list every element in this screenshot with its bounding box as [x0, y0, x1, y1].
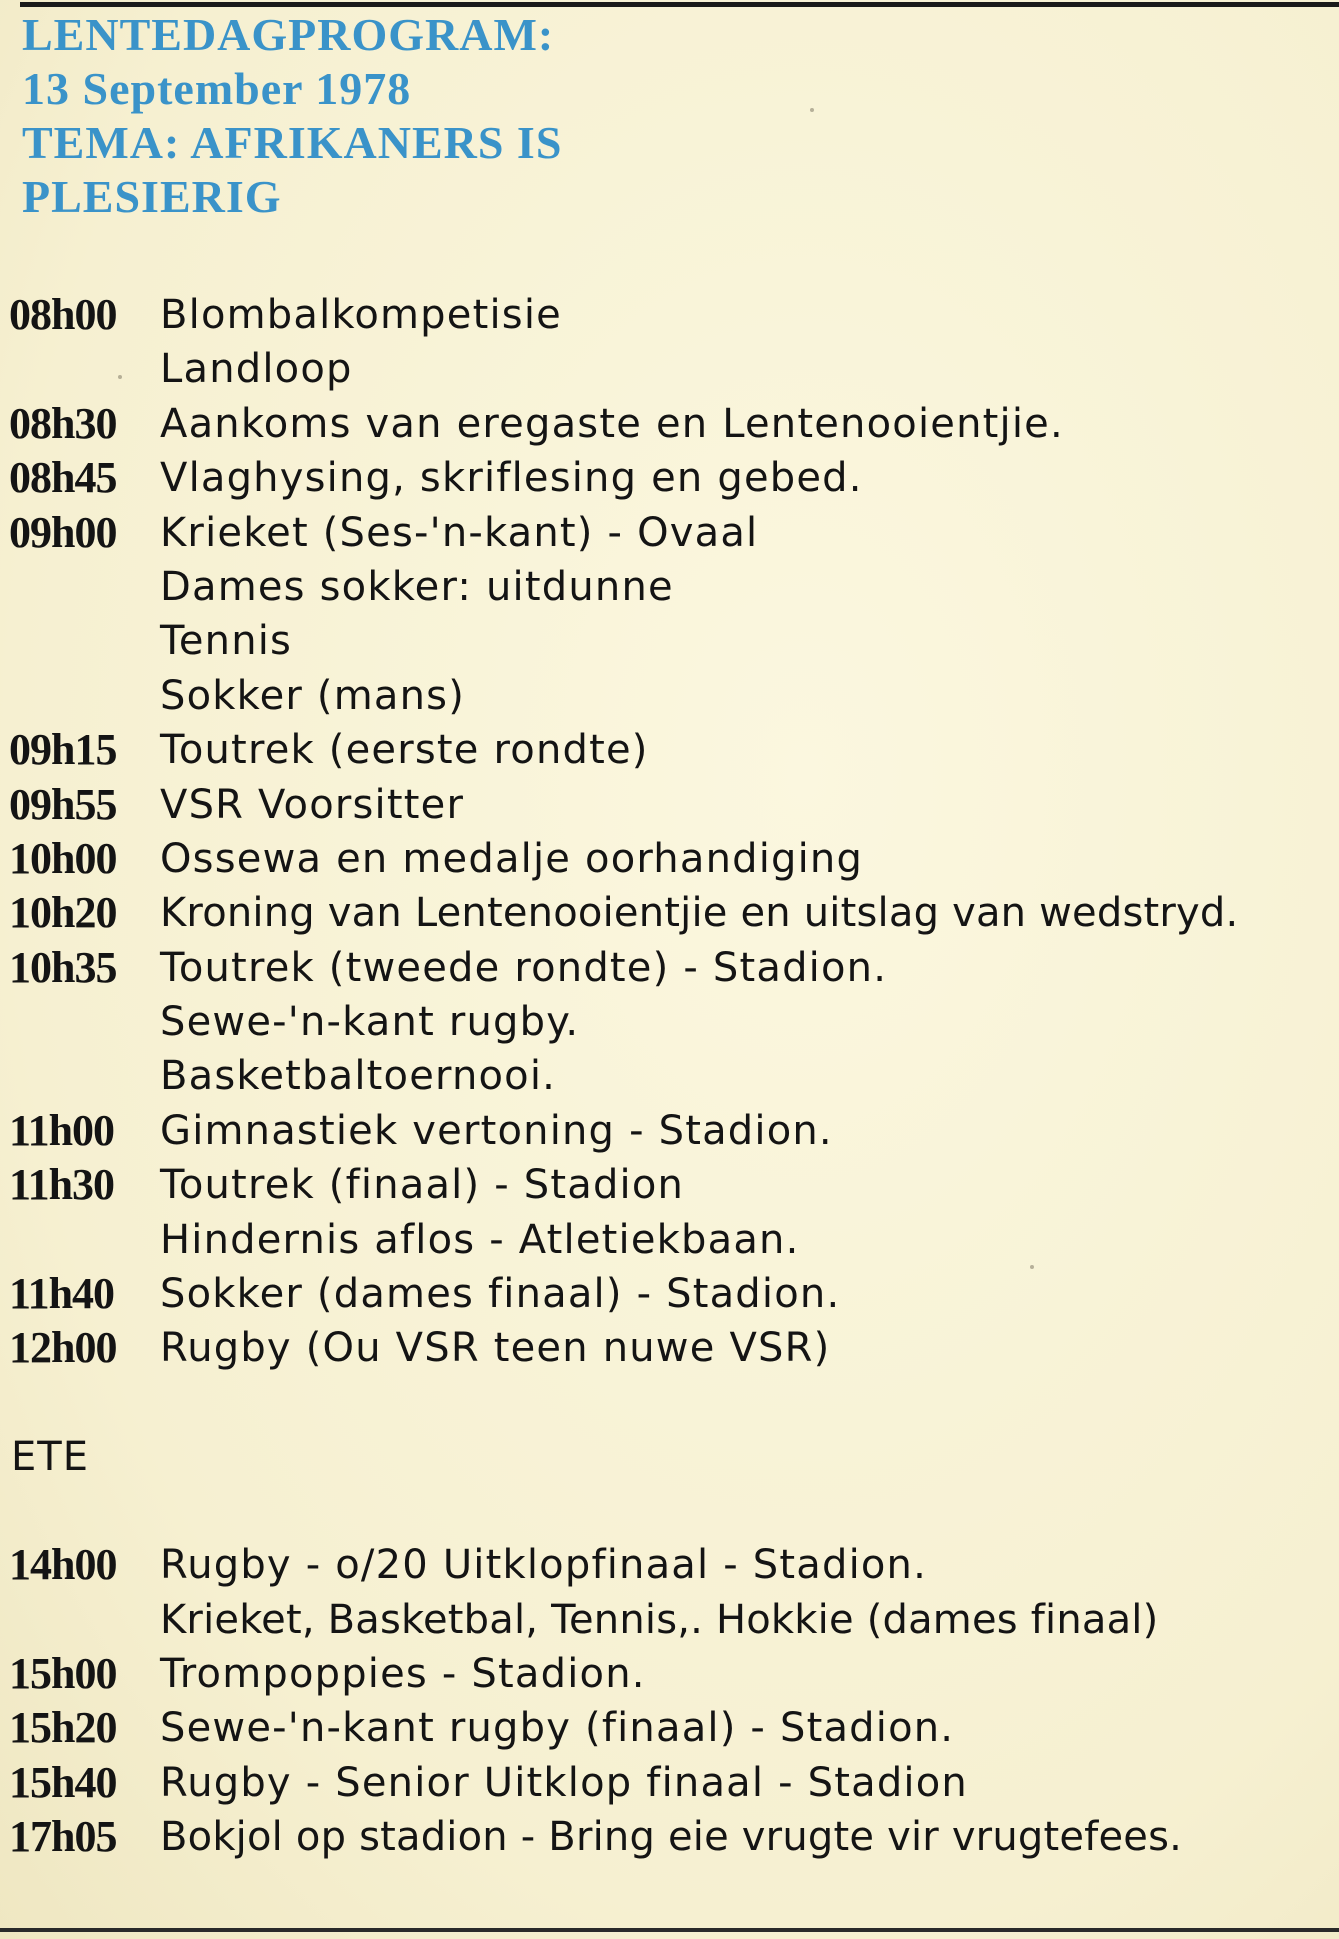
schedule-event: VSR Voorsitter — [160, 781, 465, 828]
schedule-time: 09h55 — [9, 779, 117, 829]
schedule-event: Sewe-'n-kant rugby. — [160, 999, 580, 1046]
schedule-row — [0, 451, 1339, 505]
schedule-event: Dames sokker: uitdunne — [160, 563, 674, 610]
schedule-row — [0, 1213, 1339, 1267]
schedule-event: Rugby (Ou VSR teen nuwe VSR) — [160, 1325, 831, 1372]
header-theme-continued: PLESIERIG — [22, 171, 282, 222]
paper-speck — [810, 108, 814, 112]
header-title: LENTEDAGPROGRAM: — [22, 9, 555, 60]
schedule-time: 15h00 — [9, 1648, 117, 1698]
schedule-row — [0, 288, 1339, 342]
schedule-row — [0, 1538, 1339, 1592]
schedule-row — [0, 614, 1339, 668]
schedule-row — [0, 1049, 1339, 1103]
schedule-row — [0, 778, 1339, 832]
schedule-row — [0, 995, 1339, 1049]
schedule-row — [0, 1701, 1339, 1755]
schedule-time: 09h15 — [9, 725, 117, 775]
schedule-event: Blombalkompetisie — [160, 292, 562, 338]
schedule-event: Sokker (mans) — [160, 672, 466, 719]
schedule-time: 14h00 — [9, 1540, 117, 1590]
schedule-event: Gimnastiek vertoning - Stadion. — [160, 1107, 833, 1154]
schedule-row — [0, 397, 1339, 451]
schedule-row — [0, 1593, 1339, 1647]
paper-speck — [1030, 1265, 1034, 1269]
schedule-event: Hindernis aflos - Atletiekbaan. — [160, 1216, 800, 1263]
schedule-row — [0, 941, 1339, 995]
schedule-time: 10h00 — [9, 833, 117, 883]
schedule-time: 11h40 — [9, 1269, 115, 1319]
schedule-row — [0, 1104, 1339, 1158]
schedule-event: Vlaghysing, skriflesing en gebed. — [160, 455, 863, 502]
schedule-row — [0, 1267, 1339, 1321]
schedule-time: 17h05 — [9, 1812, 117, 1862]
schedule-row — [0, 506, 1339, 560]
schedule-event: Toutrek (tweede rondte) - Stadion. — [160, 944, 888, 991]
schedule-row — [0, 886, 1339, 940]
schedule-time: 08h00 — [9, 290, 117, 339]
header-date: 13 September 1978 — [22, 63, 412, 114]
meal-break-label: ETE — [11, 1433, 89, 1480]
section-gap — [0, 1484, 1339, 1538]
schedule-event: Rugby - o/20 Uitklopfinaal - Stadion. — [160, 1542, 928, 1589]
schedule-event: Landloop — [160, 346, 353, 393]
schedule-event: Sokker (dames finaal) - Stadion. — [160, 1271, 841, 1318]
schedule-row — [0, 342, 1339, 396]
schedule-row — [0, 723, 1339, 777]
schedule-time: 15h20 — [9, 1703, 117, 1753]
schedule-event: Krieket, Basketbal, Tennis,. Hokkie (dames finaal) — [160, 1596, 1159, 1643]
paper-speck — [118, 375, 122, 379]
schedule-time: 08h30 — [9, 398, 117, 448]
schedule-time: 15h40 — [9, 1757, 117, 1807]
schedule-row — [0, 1321, 1339, 1375]
schedule-row — [0, 1810, 1339, 1864]
schedule-event: Basketbaltoernooi. — [160, 1053, 557, 1100]
schedule-event: Toutrek (finaal) - Stadion — [160, 1162, 685, 1209]
top-rule — [20, 2, 1339, 7]
schedule-row — [0, 1756, 1339, 1810]
schedule-time: 09h00 — [9, 507, 117, 557]
schedule-event: Trompoppies - Stadion. — [160, 1650, 646, 1697]
schedule-event: Ossewa en medalje oorhandiging — [160, 835, 864, 882]
schedule-event: Tennis — [160, 618, 293, 665]
section-gap — [0, 1376, 1339, 1430]
schedule-row — [0, 1647, 1339, 1701]
schedule-event: Toutrek (eerste rondte) — [160, 727, 649, 774]
schedule-row — [0, 1158, 1339, 1212]
schedule-row — [0, 832, 1339, 886]
schedule-time: 12h00 — [9, 1323, 117, 1373]
program-header — [22, 8, 562, 224]
schedule-event: Kroning van Lentenooientjie en uitslag van wedstryd. — [160, 890, 1239, 937]
schedule-time: 11h30 — [9, 1160, 115, 1210]
schedule-event: Aankoms van eregaste en Lentenooientjie. — [160, 400, 1064, 447]
schedule-event: Krieket (Ses-'n-kant) - Ovaal — [160, 509, 759, 556]
schedule — [0, 288, 1339, 1865]
schedule-time: 11h00 — [9, 1105, 115, 1155]
schedule-time: 08h45 — [9, 453, 117, 503]
schedule-row — [0, 560, 1339, 614]
schedule-time: 10h35 — [9, 942, 117, 992]
header-theme: TEMA: AFRIKANERS IS — [22, 117, 563, 168]
schedule-time: 10h20 — [9, 888, 117, 938]
bottom-rule — [0, 1928, 1339, 1932]
schedule-event: Sewe-'n-kant rugby (finaal) - Stadion. — [160, 1705, 955, 1752]
schedule-event: Rugby - Senior Uitklop finaal - Stadion — [160, 1759, 968, 1806]
schedule-row — [0, 669, 1339, 723]
schedule-event: Bokjol op stadion - Bring eie vrugte vir vrugtefees. — [160, 1814, 1183, 1861]
